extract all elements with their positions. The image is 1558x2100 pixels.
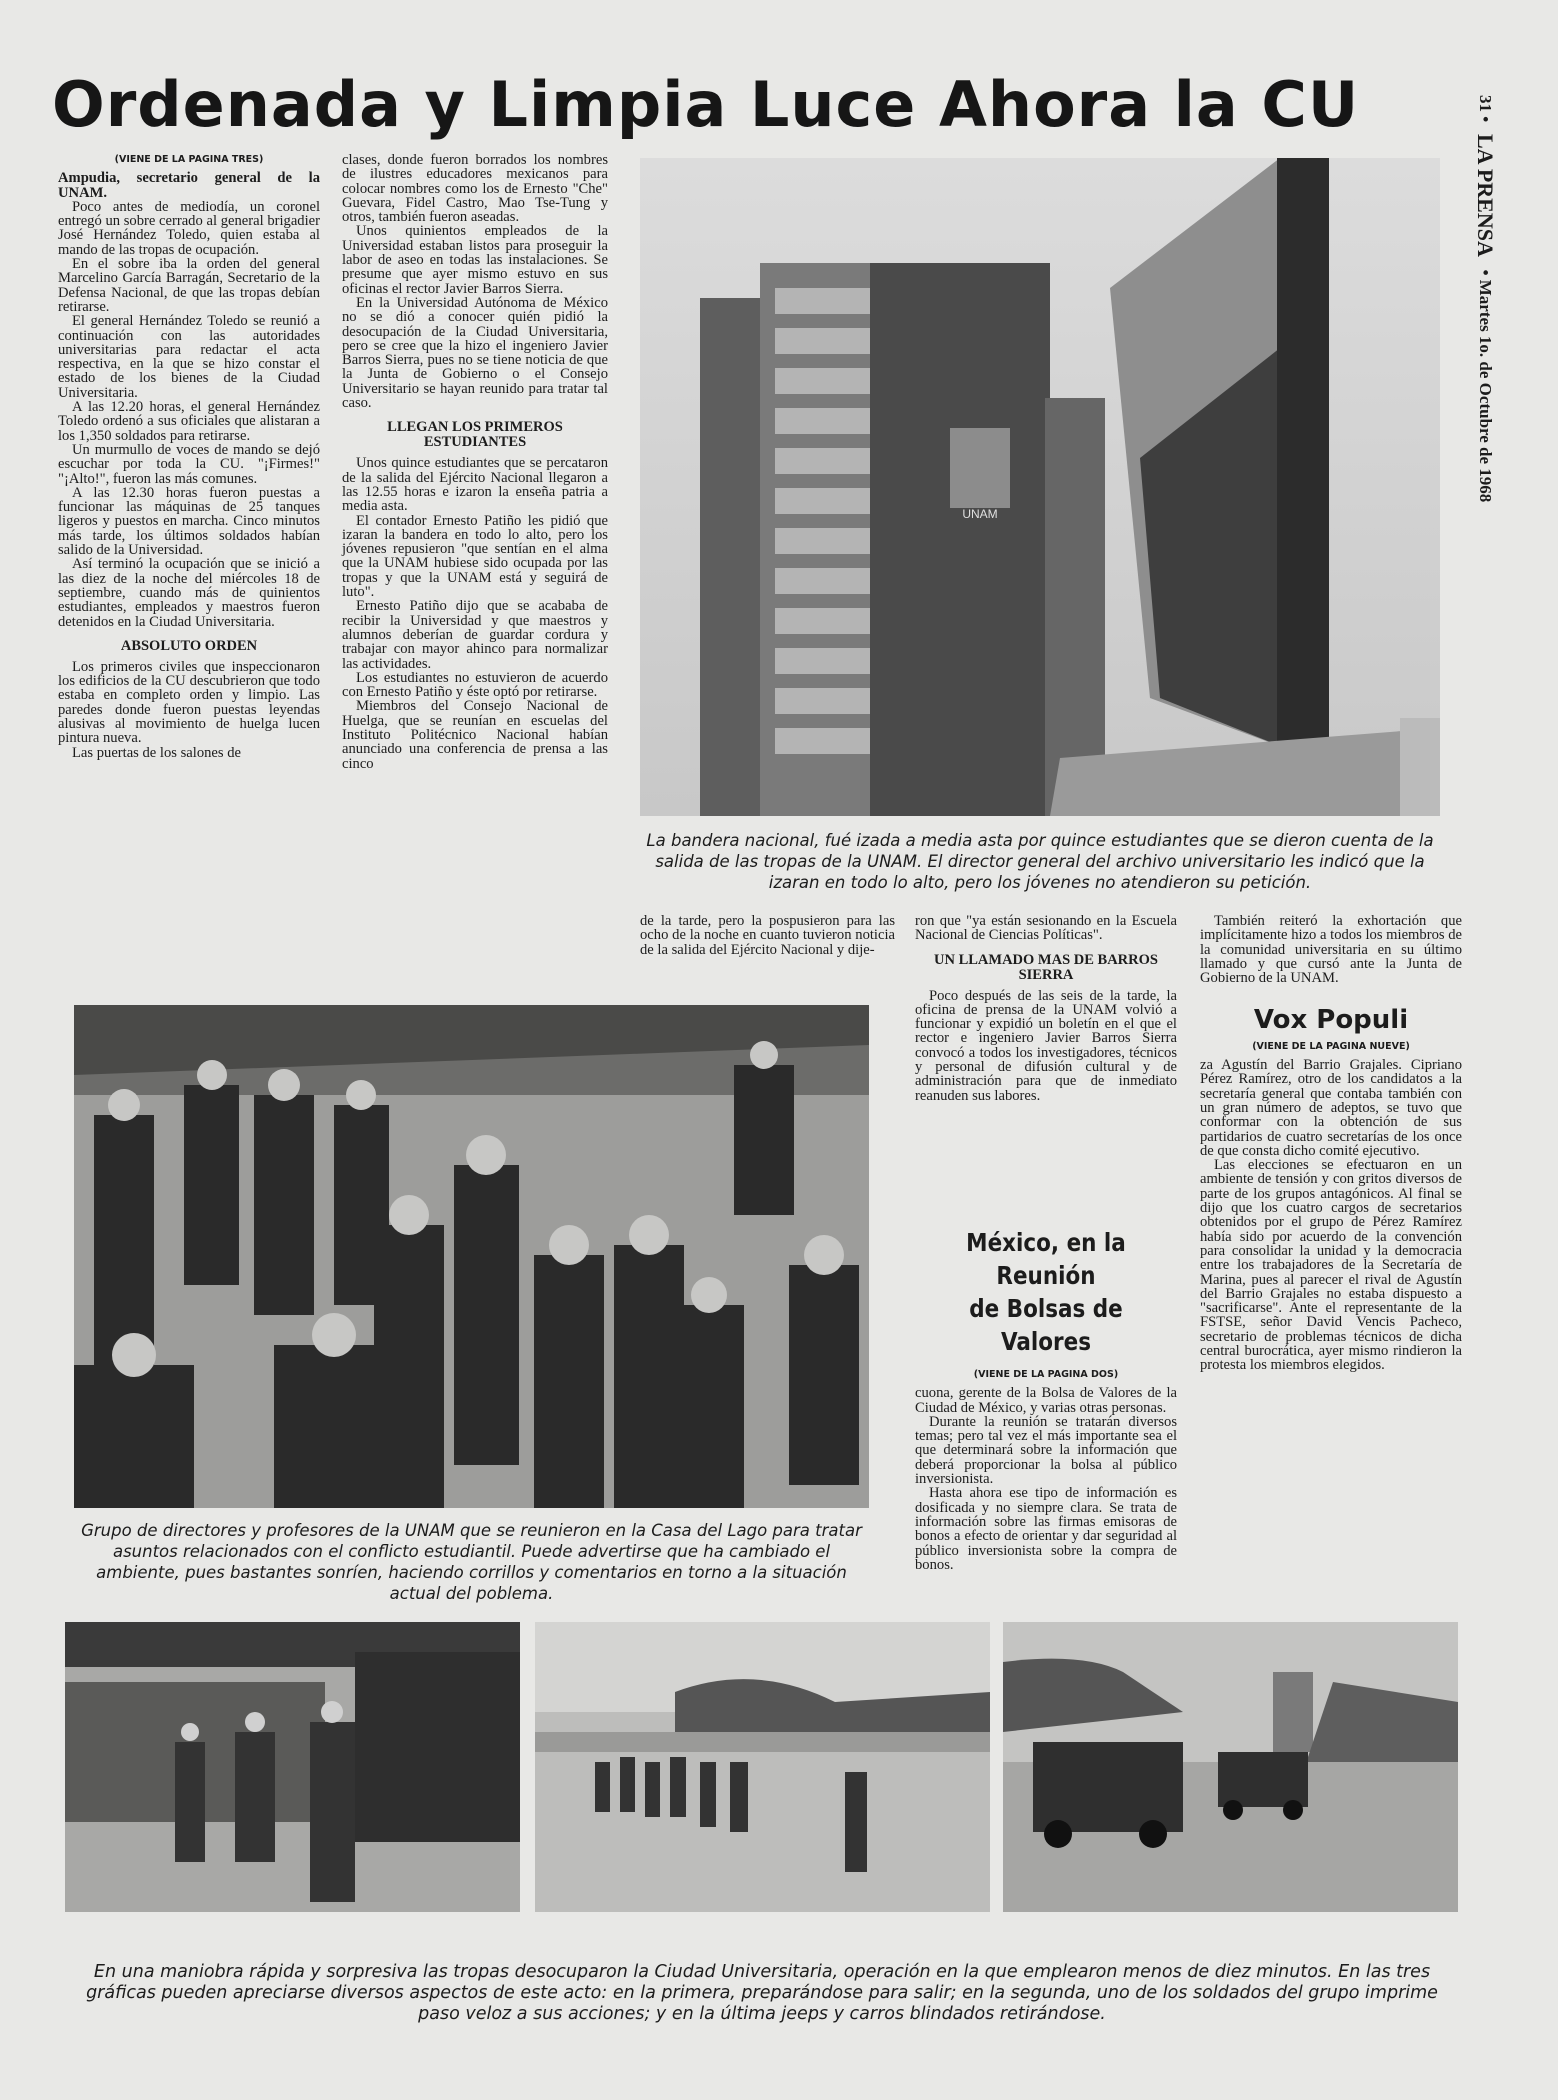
bolsa-headline-line2: de Bolsas de Valores: [969, 1294, 1123, 1356]
issue-date: Martes 1o. de Octubre de 1968: [1476, 279, 1495, 503]
paragraph: También reiteró la exhortación que implícitamente hizo a todos los miembros de la comunidad universitaria en su último llamado y que cursó ante la Junta de Gobierno de la UNAM.: [1200, 913, 1462, 987]
paragraph: Los primeros civiles que inspeccionaron los edificios de la CU descubrieron que todo estaba en completo orden y limpio. Las paredes donde fueron puestas leyendas alusivas al movimiento de huelga lucen pintura nueva.: [58, 658, 320, 747]
paragraph: Poco antes de mediodía, un coronel entregó un sobre cerrado al general brigadier José Hernández Toledo, quien estaba al mando de las tropas de ocupación.: [58, 198, 320, 258]
vox-kicker: (VIENE DE LA PAGINA NUEVE): [1252, 1040, 1410, 1052]
paragraph: Poco después de las seis de la tarde, la oficina de prensa de la UNAM volvió a funcionar y expidió un boletín en el que el rector e ingeniero Javier Barros Sierra convocó a todos los investigadores, técnicos y personal de difusión cultural y de administración para que de inmediato reanuden sus labores.: [915, 987, 1177, 1104]
article-column-2: [342, 153, 608, 771]
paragraph: A las 12.30 horas fueron puestas a funcionar las máquinas de 25 tanques ligeros y puestos en marcha. Cinco minutos más tarde, los últimos soldados habían salido de la Universidad.: [58, 484, 320, 559]
paragraph: Las elecciones se efectuaron en un ambiente de tensión y con gritos diversos de parte de los grupos antagónicos. Al final se dijo que los cuatro cargos de secretarios obtenidos por el grupo de Pérez Ramírez había sido por acuerdo de la convención para consolidar la unidad y la democracia entre los trabajadores de la Secretaría de Marina, pues al parecer el rival de Agustín del Barrio Grajales no estaba dispuesto a "sacrificarse". Ante el representante de la FSTSE, señor David Vencis Pacheco, secretario de problemas técnicos de dicha central burocrática, ayer mismo rindieron la protesta los miembros elegidos.: [1200, 1157, 1462, 1374]
paragraph: Ampudia, secretario general de la UNAM.: [58, 170, 320, 201]
paragraph: clases, donde fueron borrados los nombres de ilustres educadores mexicanos para colocar nombres como los de Ernesto "Che" Guevara, Fidel Castro, Mao Tse-Tung y otros, también fueron aseadas.: [342, 152, 608, 226]
building-unam-label: UNAM: [962, 507, 998, 521]
paragraph: Un murmullo de voces de mando se dejó escuchar por toda la CU. "¡Firmes!" "¡Alto!", fueron las más comunes.: [58, 441, 320, 487]
paragraph: cuona, gerente de la Bolsa de Valores de la Ciudad de México, y varias otras personas.: [915, 1385, 1177, 1416]
headline: Ordenada y Limpia Luce Ahora la CU: [52, 68, 1360, 141]
bolsa-kicker: (VIENE DE LA PAGINA DOS): [973, 1369, 1119, 1380]
paragraph: En el sobre iba la orden del general Marcelino García Barragán, Secretario de la Defensa Nacional, de que las tropas debían retirarse.: [58, 256, 320, 315]
paragraph: za Agustín del Barrio Grajales. Cipriano Pérez Ramírez, otro de los candidatos a la secretaría general que contaba también con un gran número de adeptos, se tuvo que conformar con la obtención de sus partidarios de cuatro secretarías de los once de que consta dicho comité ejecutivo.: [1200, 1057, 1462, 1159]
group-photo: [74, 1005, 869, 1508]
troops-photo-3: [1003, 1622, 1458, 1912]
continuation-kicker: (VIENE DE LA PAGINA TRES): [114, 154, 264, 165]
paragraph: Ernesto Patiño dijo que se acababa de recibir la Universidad y que maestros y alumnos deberían de guardar cordura y trabajar con mayor ahinco para normalizar las actividades.: [342, 598, 608, 672]
paragraph: El contador Ernesto Patiño les pidió que izaran la bandera en todo lo alto, pero los jóvenes repusieron "que sentían en el alma que la UNAM hubiese sido ocupada por las tropas y que la UNAM está y seguirá de luto".: [342, 512, 608, 601]
paragraph: Miembros del Consejo Nacional de Huelga, que se reunían en escuelas del Instituto Politécnico Nacional habían anunciado una conferencia de prensa a las cinco: [342, 698, 608, 772]
article-column-4: [915, 914, 1177, 1103]
troops-photo-1: [65, 1622, 520, 1912]
paragraph: Unos quince estudiantes que se percataron de la salida del Ejército Nacional llegaron a las 12.55 horas e izaron la enseña patria a media asta.: [342, 455, 608, 515]
bolsa-article: [915, 1226, 1177, 1572]
page-side-banner: 31 • LA PRENSA • Martes 1o. de Octubre de 1968: [1473, 95, 1498, 503]
troops-photo-2: [535, 1622, 990, 1912]
troops-photos-caption: En una maniobra rápida y sorpresiva las tropas desocuparon la Ciudad Universitaria, operación en la que emplearon menos de diez minutos. En las tres gráficas pueden apreciarse diversos aspectos de este acto: en la primera, preparándose para salir; en la segunda, uno de los soldados del grupo imprime paso veloz a sus acciones; y en la última jeeps y carros blindados retirándose.: [86, 1962, 1438, 2024]
paragraph: Las puertas de los salones de: [72, 744, 241, 761]
flag-photo: [640, 158, 1440, 816]
article-column-1: [58, 153, 320, 760]
paragraph: de la tarde, pero la pospusieron para las ocho de la noche en cuanto tuvieron noticia de la salida del Ejército Nacional y dije-: [640, 913, 895, 958]
flag-photo-caption: La bandera nacional, fué izada a media asta por quince estudiantes que se dieron cuenta de la salida de las tropas de la UNAM. El director general del archivo universitario les indicó que la izaran en todo lo alto, pero los jóvenes no atendieron su petición.: [646, 831, 1434, 892]
paragraph: ron que "ya están sesionando en la Escuela Nacional de Ciencias Políticas".: [915, 913, 1177, 944]
subhead-absoluto-orden: ABSOLUTO ORDEN: [120, 637, 258, 654]
article-column-3: [640, 914, 895, 957]
subhead-llegan-estudiantes: LLEGAN LOS PRIMEROS ESTUDIANTES: [387, 419, 563, 451]
subhead-llamado-barros-sierra: UN LLAMADO MAS DE BARROS SIERRA: [934, 951, 1158, 983]
paragraph: Así terminó la ocupación que se inició a las diez de la noche del miércoles 18 de septiembre, cuando más de quinientos estudiantes, empleados y maestros fueron detenidos en la Ciudad Universitaria.: [58, 556, 320, 630]
paragraph: Durante la reunión se tratarán diversos temas; pero tal vez el más importante sea el que determinará sobre la información que deberá proporcionar la bolsa al público inversionista.: [915, 1413, 1177, 1488]
paragraph: En la Universidad Autónoma de México no se dió a conocer quién pidió la desocupación de la Ciudad Universitaria, pero se cree que la hizo el ingeniero Javier Barros Sierra, pues no se tiene noticia de que la Junta de Gobierno o el Consejo Universitario se hayan reunido para tratar tal caso.: [342, 294, 608, 412]
group-photo-caption: Grupo de directores y profesores de la UNAM que se reunieron en la Casa del Lago para tratar asuntos relacionados con el conflicto estudiantil. Puede advertirse que ha cambiado el ambiente, pues bastantes sonríen, haciendo corrillos y comentarios en torno a la situación actual del poblema.: [81, 1521, 862, 1603]
page-number: 31: [1476, 95, 1495, 112]
vox-headline: Vox Populi: [1253, 1005, 1409, 1036]
paragraph: Los estudiantes no estuvieron de acuerdo con Ernesto Patiño y éste optó por retirarse.: [342, 669, 608, 701]
paper-name: LA PRENSA: [1473, 134, 1498, 258]
paragraph: Unos quinientos empleados de la Universidad estaban listos para proseguir la labor de aseo en todas las instalaciones. Se presume que ayer mismo estuvo en sus oficinas el rector Javier Barros Sierra.: [342, 223, 608, 297]
paragraph: A las 12.20 horas, el general Hernández Toledo ordenó a sus oficiales que alistaran a los 1,350 soldados para retirarse.: [58, 399, 320, 444]
paragraph: El general Hernández Toledo se reunió a continuación con las autoridades universitarias para redactar el acta respectiva, en la que se hizo constar el estado de los bienes de la Ciudad Universitaria.: [58, 313, 320, 401]
paragraph: Hasta ahora ese tipo de información es dosificada y no siempre clara. Se trata de información sobre las firmas emisoras de bonos a efecto de orientar y dar seguridad al público inversionista sobre la compra de bonos.: [915, 1485, 1177, 1573]
bolsa-headline-line1: México, en la Reunión: [966, 1228, 1126, 1290]
vox-article: [1200, 914, 1462, 1373]
